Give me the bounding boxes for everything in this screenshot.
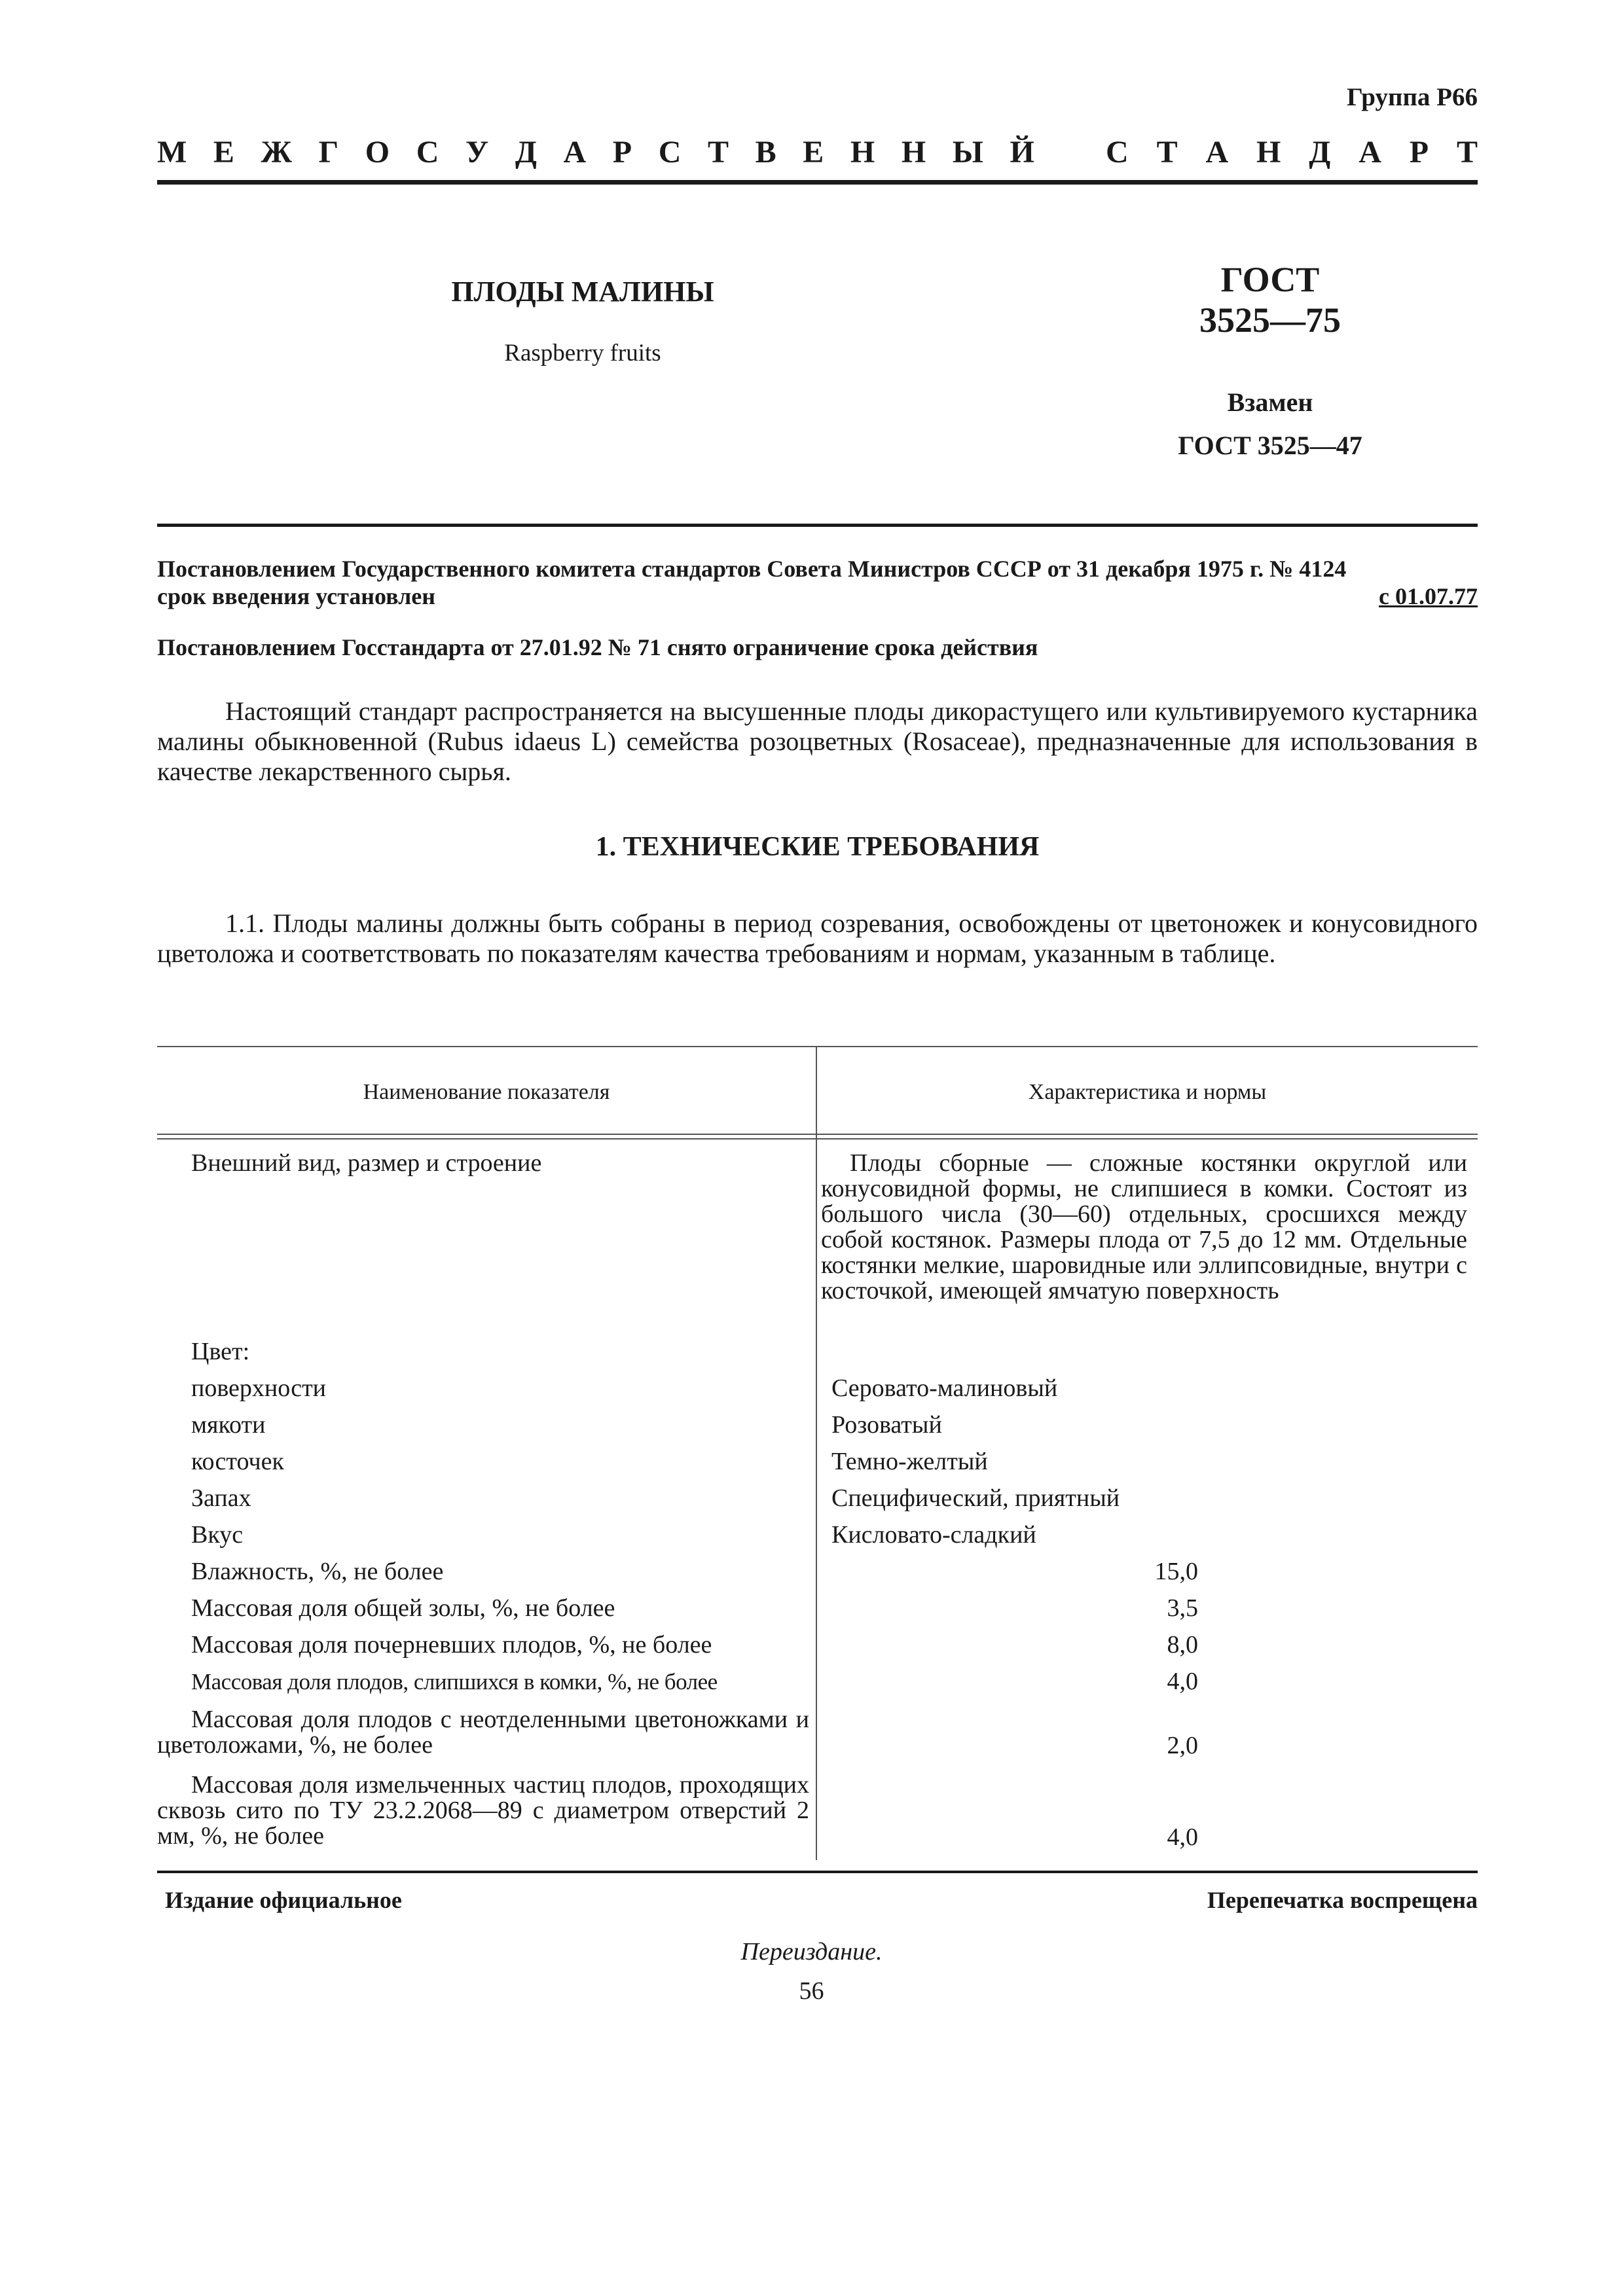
table-header-name: Наименование показателя (363, 1080, 610, 1104)
header-rule (157, 180, 1478, 185)
decree-line-3: Постановлением Госстандарта от 27.01.92 № 71 снято ограничение срока действия (157, 634, 1038, 660)
decree-line-1: Постановлением Государственного комитета стандартов Совета Министров СССР от 31 декабря 1975 г. № 4124 (157, 556, 1347, 582)
table-row-pulp-value: Розоватый (831, 1411, 942, 1439)
replaces-label: Взамен (1227, 387, 1313, 417)
gost-number: 3525—75 (1199, 300, 1341, 340)
gost-label: ГОСТ (1220, 260, 1320, 299)
banner-letter: У (465, 135, 489, 170)
intro-paragraph: Настоящий стандарт распространяется на высушенные плоды дикорастущего или культивируемого кустарника малины обыкновенной (Rubus idaeus L) семейства розоцветных (Rosaceae), предназначенные для использования в качестве лекарственного сырья. (157, 696, 1478, 786)
banner-letter: Н (850, 135, 875, 170)
page-number: 56 (799, 1977, 824, 2005)
table-row-pulp-name: мякоти (191, 1411, 266, 1439)
banner-letter: С (1106, 135, 1129, 170)
banner-letter: А (1359, 135, 1381, 170)
document-title: ПЛОДЫ МАЛИНЫ (451, 276, 714, 308)
reprint-prohibited-note: Перепечатка воспрещена (1207, 1887, 1478, 1913)
official-edition-note: Издание официальное (165, 1887, 402, 1913)
banner-letter: Е (213, 135, 234, 170)
table-row-appearance-value: Плоды сборные — сложные костянки округлой или конусовидной формы, не слипшиеся в комки. Состоят из большого числа (30—60) отдельных, сросшихся между собой костянок. Размеры плода от 7,5 до 12 мм. Отдельные костянки мелкие, шаровидные или эллипсовидные, внутри с косточкой, имеющей ямчатую поверхность (821, 1149, 1467, 1304)
table-row-blackened-value: 8,0 (1167, 1631, 1198, 1659)
banner-letter: С (658, 135, 682, 170)
banner-letter: А (563, 135, 587, 170)
banner-letter: В (755, 135, 776, 170)
table-row-moisture-name: Влажность, %, не более (191, 1558, 444, 1585)
footer-rule (157, 1871, 1478, 1873)
banner-letter: Г (318, 135, 339, 170)
standard-word-standard (1106, 134, 1478, 170)
table-row-blackened-name: Массовая доля почерневших плодов, %, не более (191, 1631, 712, 1659)
banner-letter: О (365, 135, 390, 170)
title-rule (157, 524, 1478, 527)
banner-letter: Т (1456, 135, 1478, 170)
banner-letter: С (416, 135, 439, 170)
replaces-number: ГОСТ 3525—47 (1178, 431, 1362, 460)
table-row-seeds-value: Темно-желтый (831, 1448, 988, 1475)
banner-letter: Д (1309, 135, 1331, 170)
banner-letter: Р (1409, 135, 1429, 170)
table-header-border-1 (157, 1134, 1478, 1135)
table-header-border-2 (157, 1138, 1478, 1139)
table-row-smell-name: Запах (191, 1484, 251, 1512)
table-row-stalks-name: Массовая доля плодов с неотделенными цветоножками и цветоложами, %, не более (157, 1706, 809, 1759)
gost-designation (1100, 259, 1440, 340)
banner-letter: Т (708, 135, 729, 170)
replaces-block (1100, 381, 1440, 467)
table-row-smell-value: Специфический, приятный (831, 1484, 1120, 1512)
paragraph-1-1: 1.1. Плоды малины должны быть собраны в период созревания, освобождены от цветоножек и конусовидного цветоложа и соответствовать по показателям качества требованиям и нормам, указанным в таблице. (157, 908, 1478, 968)
banner-letter: Р (612, 135, 632, 170)
table-column-divider (816, 1046, 817, 1860)
section-1-title: 1. ТЕХНИЧЕСКИЕ ТРЕБОВАНИЯ (595, 832, 1040, 862)
banner-letter: А (1205, 135, 1229, 170)
banner-letter: М (157, 135, 187, 170)
table-row-stuck-name: Массовая доля плодов, слипшихся в комки, %, не более (191, 1669, 718, 1695)
decree-line-2-left: срок введения установлен (157, 583, 436, 609)
table-row-taste-value: Кисловато-сладкий (831, 1521, 1036, 1549)
group-code: Группа Р66 (1346, 83, 1478, 111)
table-row-color: Цвет: (191, 1338, 250, 1365)
table-row-ash-value: 3,5 (1167, 1594, 1198, 1622)
table-row-stalks-value: 2,0 (1167, 1732, 1198, 1759)
table-row-crushed-name: Массовая доля измельченных частиц плодов, проходящих сквозь сито по ТУ 23.2.2068—89 с диаметром отверстий 2 мм, %, не более (157, 1771, 809, 1850)
table-row-seeds-name: косточек (191, 1448, 284, 1475)
table-row-moisture-value: 15,0 (1154, 1558, 1198, 1585)
banner-letter: Т (1156, 135, 1178, 170)
banner-letter: Ж (261, 135, 293, 170)
requirements-table (157, 1046, 1478, 1860)
standard-word-interstate (157, 134, 1034, 170)
banner-letter: Ы (952, 135, 983, 170)
table-top-border (157, 1046, 1478, 1047)
table-row-surface-value: Серовато-малиновый (831, 1374, 1058, 1402)
banner-letter: Й (1010, 135, 1034, 170)
table-row-appearance-name: Внешний вид, размер и строение (191, 1149, 542, 1177)
banner-letter: Н (1256, 135, 1281, 170)
decree-effective-date: с 01.07.77 (1379, 583, 1478, 609)
table-header-norms: Характеристика и нормы (1028, 1080, 1267, 1104)
banner-letter: Н (901, 135, 926, 170)
decree-block (157, 555, 1478, 610)
banner-letter: Д (515, 135, 537, 170)
table-row-ash-name: Массовая доля общей золы, %, не более (191, 1594, 615, 1622)
standard-banner (157, 134, 1478, 170)
banner-letter: Е (803, 135, 824, 170)
table-row-taste-name: Вкус (191, 1521, 244, 1549)
table-row-crushed-value: 4,0 (1167, 1823, 1198, 1851)
table-row-surface-name: поверхности (191, 1374, 327, 1402)
reissue-note: Переиздание. (740, 1938, 883, 1965)
document-title-en: Raspberry fruits (504, 340, 661, 367)
table-row-stuck-value: 4,0 (1167, 1668, 1198, 1695)
